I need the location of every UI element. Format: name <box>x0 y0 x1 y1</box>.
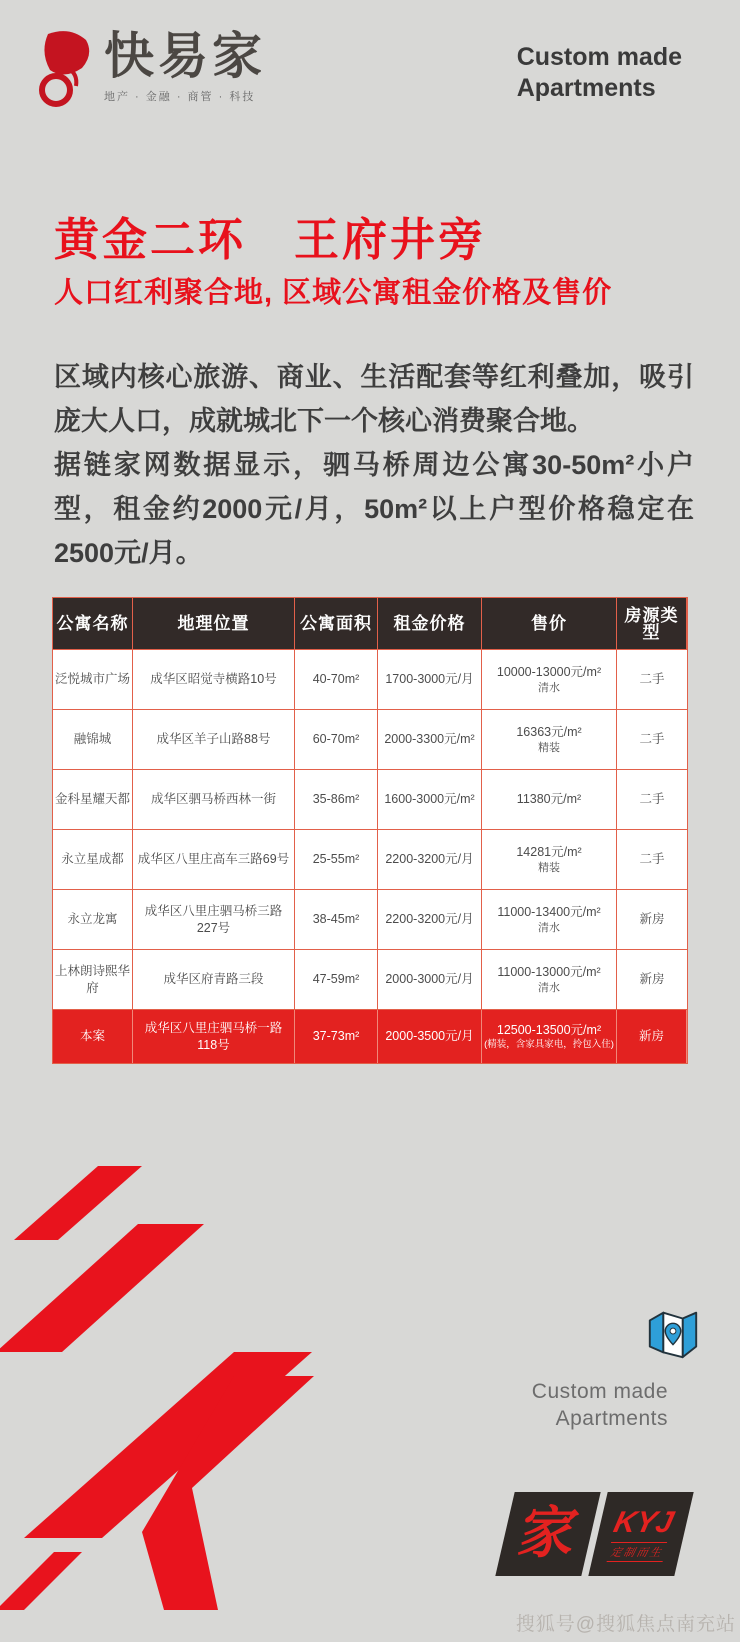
cell-area: 25-55m² <box>295 830 378 889</box>
headline-title: 黄金二环 王府井旁 <box>54 215 487 265</box>
cell-price <box>482 890 617 949</box>
cell-area: 38-45m² <box>295 890 378 949</box>
cell-price <box>482 830 617 889</box>
price-value: 12500-13500元/m² <box>496 1023 602 1037</box>
cell-name: 永立龙寓 <box>53 890 133 949</box>
col-header-type: 房源类型 <box>617 598 687 649</box>
cell-name: 本案 <box>53 1010 133 1063</box>
cell-type: 新房 <box>639 912 665 926</box>
cell-name: 上林朗诗熙华府 <box>53 950 133 1009</box>
table-row <box>53 950 687 1010</box>
watermark: 搜狐号@搜狐焦点南充站 <box>515 1614 736 1635</box>
cell-location: 成华区府青路三段 <box>133 950 295 1009</box>
cell-rent: 2000-3000元/月 <box>378 950 482 1009</box>
cell-location: 成华区驷马桥西林一街 <box>133 770 295 829</box>
footer-slogan <box>532 1378 668 1432</box>
cell-name: 金科星耀天都 <box>53 770 133 829</box>
cell-price <box>482 650 617 709</box>
col-header-name: 公寓名称 <box>53 598 133 649</box>
cell-area: 35-86m² <box>295 770 378 829</box>
price-value: 11000-13400元/m² <box>497 904 601 919</box>
footer-logo-subtext: 定制而生 <box>607 1542 668 1562</box>
price-value: 10000-13000元/m² <box>496 664 602 679</box>
cell-location: 成华区羊子山路88号 <box>133 710 295 769</box>
cell-name: 泛悦城市广场 <box>53 650 133 709</box>
table-row <box>53 770 687 830</box>
cell-location: 成华区八里庄驷马桥三路227号 <box>133 890 295 949</box>
price-note: 精装 <box>538 741 560 754</box>
paragraph-region-benefits: 区域内核心旅游、商业、生活配套等红利叠加，吸引庞大人口，成就城北下一个核心消费聚合地。 <box>54 362 694 436</box>
table-row <box>53 650 687 710</box>
cell-location: 成华区八里庄驷马桥一路118号 <box>133 1010 295 1063</box>
cell-rent: 2000-3300元/m² <box>378 710 482 769</box>
cell-price <box>482 770 617 829</box>
cell-type: 新房 <box>617 1010 687 1063</box>
table-row <box>53 710 687 770</box>
kyj-monogram-graphic <box>0 1140 318 1612</box>
price-note: (精装，含家具家电，拎包入住) <box>484 1039 614 1050</box>
footer-logo-jia: 家 <box>512 1503 584 1565</box>
cell-type: 二手 <box>639 672 665 686</box>
cell-name: 融锦城 <box>53 710 133 769</box>
price-note: 清水 <box>538 681 560 694</box>
price-note: 清水 <box>538 921 560 934</box>
cell-rent: 2000-3500元/月 <box>378 1010 482 1063</box>
header-slogan-line2: Apartments <box>516 74 656 102</box>
table-header-row <box>53 598 687 650</box>
map-location-icon <box>644 1304 702 1362</box>
footer-slogan-line1: Custom made <box>531 1380 668 1403</box>
apartments-table <box>52 597 688 1064</box>
cell-area: 37-73m² <box>295 1010 378 1063</box>
cell-rent: 1600-3000元/m² <box>378 770 482 829</box>
brand-tagline: 地产 · 金融 · 商管 · 科技 <box>104 91 256 103</box>
price-value: 11000-13000元/m² <box>497 964 601 979</box>
brand-logo <box>38 28 266 110</box>
cell-type: 二手 <box>639 852 665 866</box>
price-note: 清水 <box>538 981 560 994</box>
cell-area: 40-70m² <box>295 650 378 709</box>
footer-slogan-line2: Apartments <box>555 1407 668 1430</box>
price-value: 11380元/m² <box>516 792 582 806</box>
header-slogan-line1: Custom made <box>516 43 682 71</box>
header-right-slogan <box>517 42 682 104</box>
table-row <box>53 830 687 890</box>
cell-rent: 2200-3200元/月 <box>378 890 482 949</box>
footer-logo-kyj: KYJ <box>610 1505 677 1539</box>
cell-price <box>482 950 617 1009</box>
paragraph-rent-data: 据链家网数据显示，驷马桥周边公寓30-50m²小户型，租金约2000元/月，50m²以上户型价格稳定在2500元/月。 <box>54 450 694 568</box>
col-header-price: 售价 <box>482 598 617 649</box>
cell-price <box>482 710 617 769</box>
cell-rent: 2200-3200元/月 <box>378 830 482 889</box>
col-header-location: 地理位置 <box>133 598 295 649</box>
cell-price <box>482 1010 617 1063</box>
cell-location: 成华区八里庄高车三路69号 <box>133 830 295 889</box>
col-header-area: 公寓面积 <box>295 598 378 649</box>
headline-subtitle: 人口红利聚合地, 区域公寓租金价格及售价 <box>54 277 613 309</box>
footer-logo-jia-block <box>495 1492 600 1576</box>
footer-logo-kyj-block <box>588 1492 693 1576</box>
cell-type: 新房 <box>639 972 665 986</box>
cell-rent: 1700-3000元/月 <box>378 650 482 709</box>
price-note: 精装 <box>538 861 560 874</box>
cell-type: 二手 <box>639 792 665 806</box>
cell-area: 60-70m² <box>295 710 378 769</box>
footer-logo <box>505 1492 684 1576</box>
table-row-highlighted-this-project <box>53 1010 687 1063</box>
brand-seal-icon <box>38 28 96 110</box>
cell-type: 二手 <box>639 732 665 746</box>
cell-area: 47-59m² <box>295 950 378 1009</box>
table-row <box>53 890 687 950</box>
price-value: 14281元/m² <box>516 844 582 859</box>
col-header-rent: 租金价格 <box>378 598 482 649</box>
cell-name: 永立星成都 <box>53 830 133 889</box>
price-value: 16363元/m² <box>516 724 582 739</box>
cell-location: 成华区昭觉寺横路10号 <box>133 650 295 709</box>
brand-name: 快易家 <box>104 28 266 84</box>
